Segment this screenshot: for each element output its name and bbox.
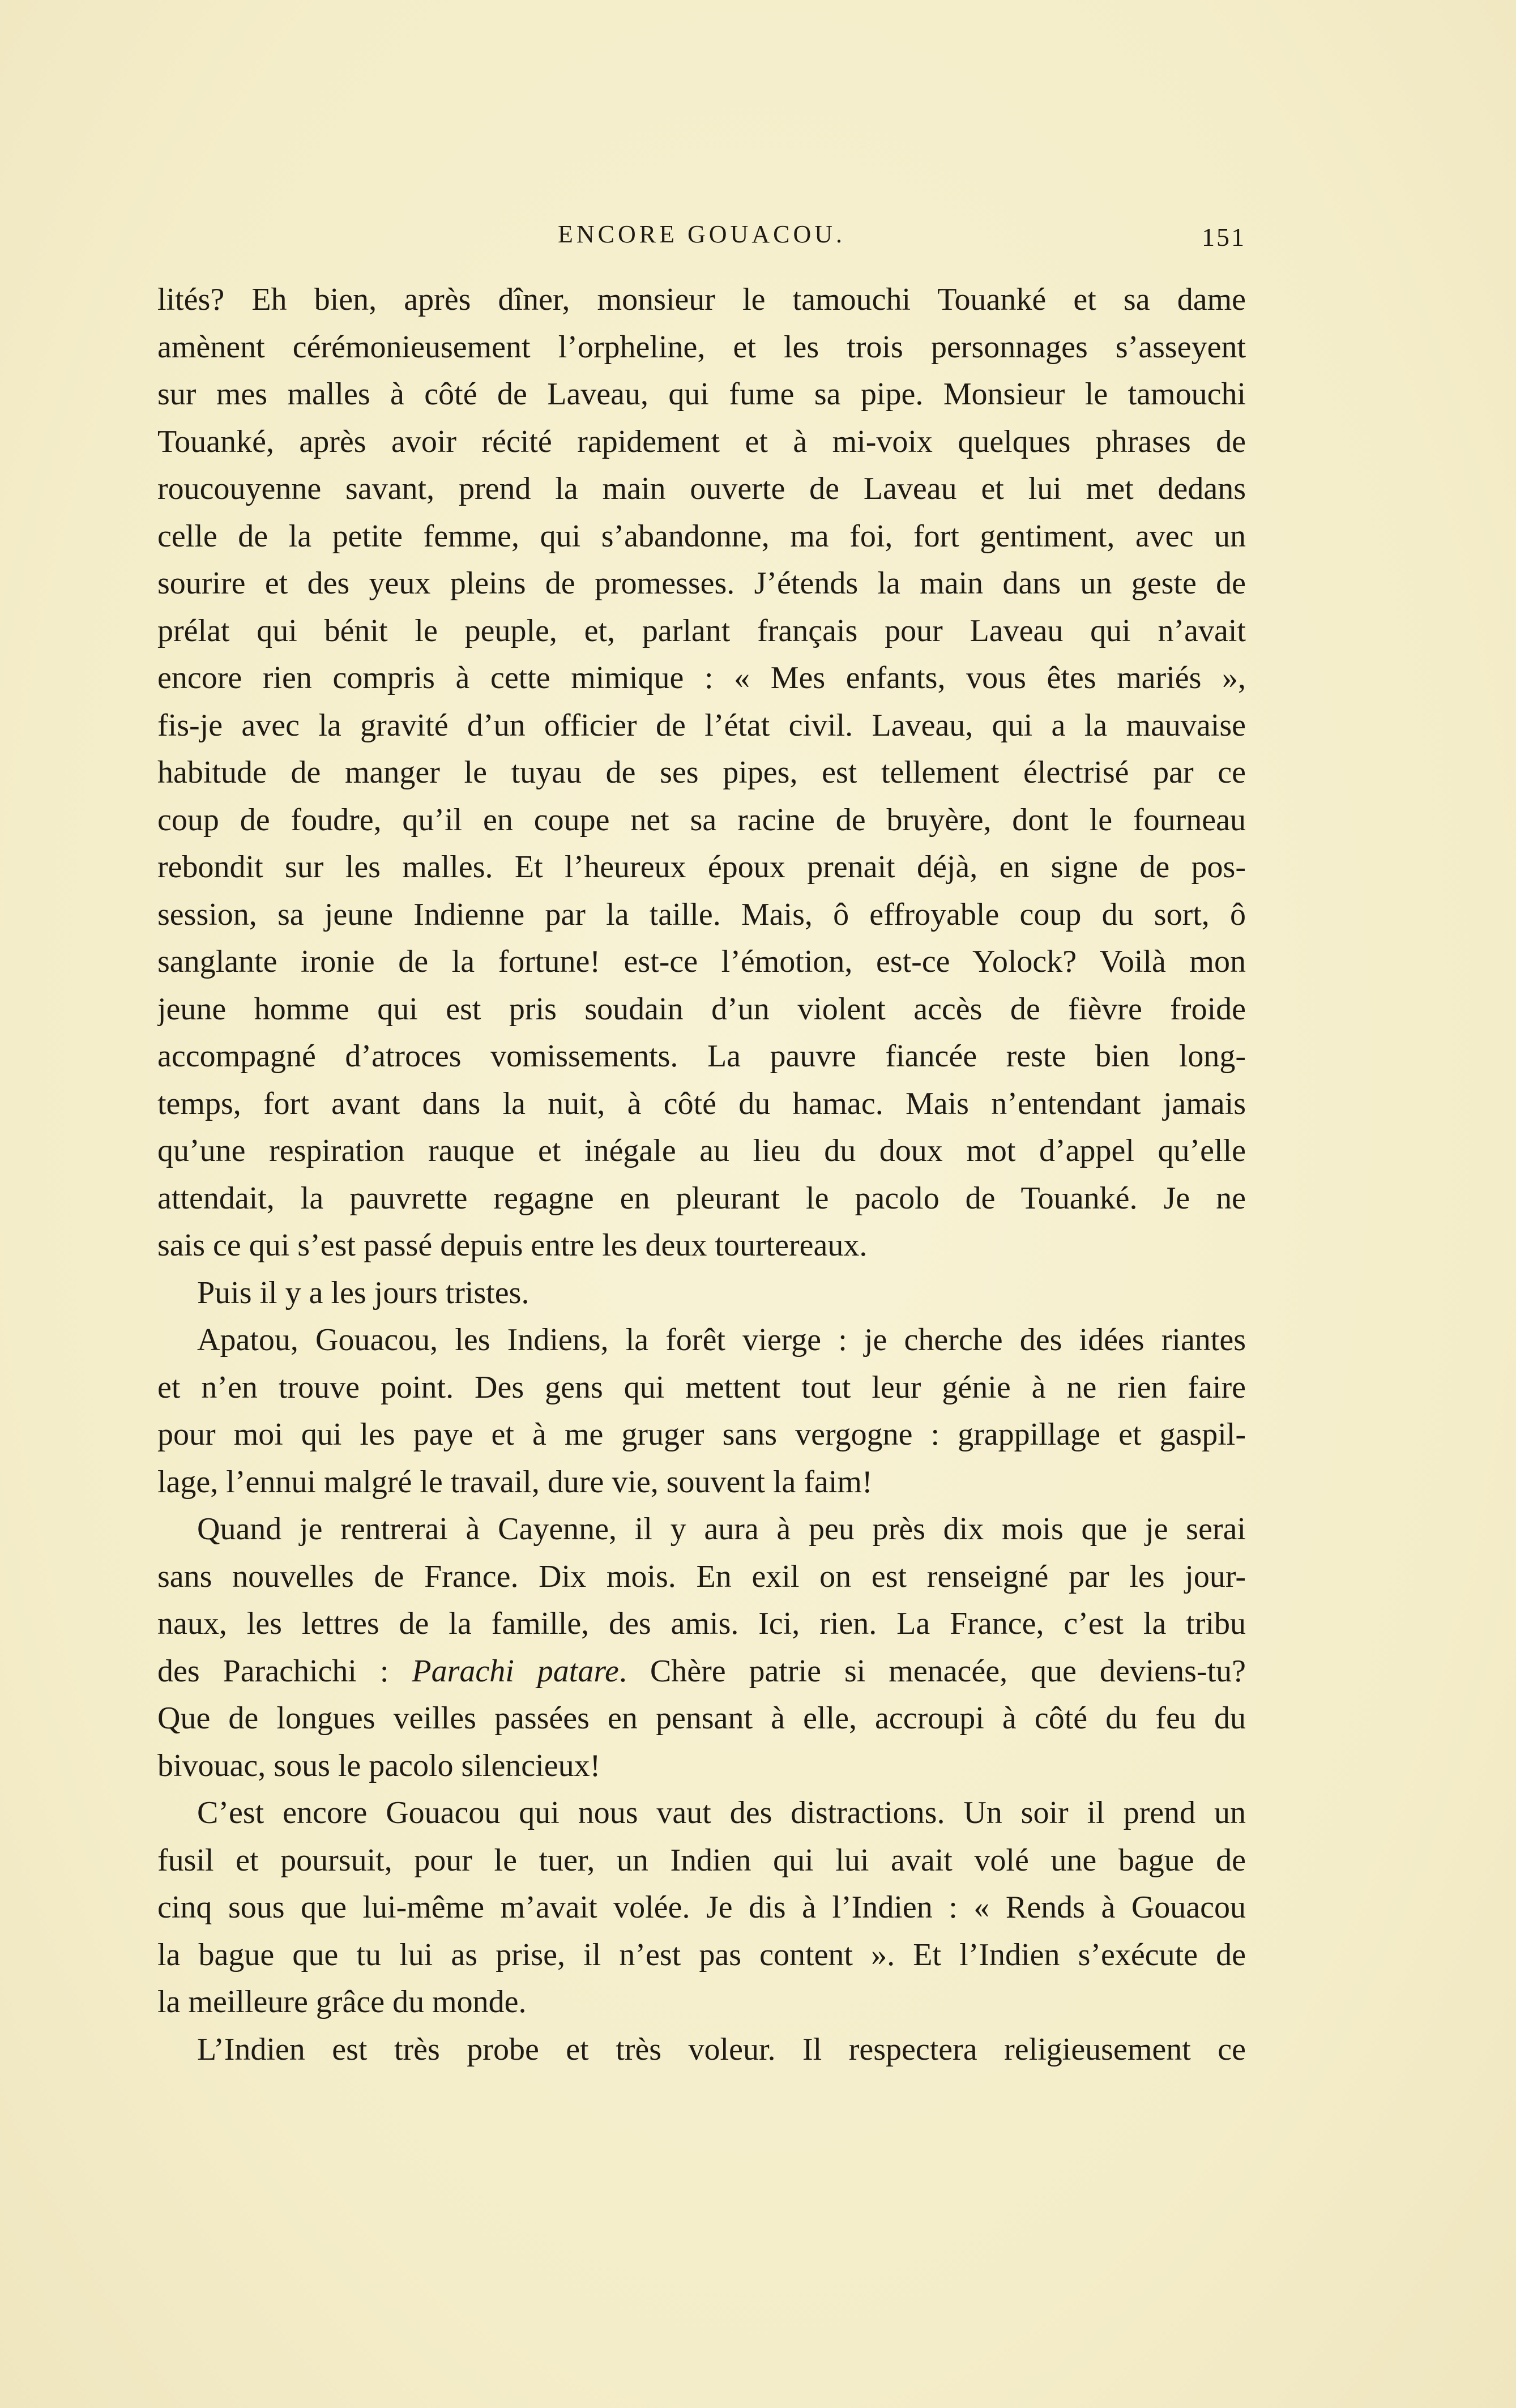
text-line: fis-je avec la gravité d’un officier de l’état civil. Laveau, qui a la mauvaise	[157, 707, 1246, 743]
text-line: la meilleure grâce du monde.	[157, 1984, 527, 2020]
text-line: sourire et des yeux pleins de promesses. J’étends la main dans un geste de	[157, 566, 1246, 601]
text-line: sanglante ironie de la fortune! est-ce l’émotion, est-ce Yolock? Voilà mon	[157, 944, 1246, 979]
text-line: qu’une respiration rauque et inégale au lieu du doux mot d’appel qu’elle	[157, 1133, 1246, 1168]
text-line: Apatou, Gouacou, les Indiens, la forêt vierge : je cherche des idées riantes	[197, 1322, 1246, 1357]
text-line: celle de la petite femme, qui s’abandonne, ma foi, fort gentiment, avec un	[157, 518, 1246, 554]
text-line: habitude de manger le tuyau de ses pipes, est tellement électrisé par ce	[157, 755, 1246, 790]
page-header	[157, 220, 1246, 254]
text-line: et n’en trouve point. Des gens qui mettent tout leur génie à ne rien faire	[157, 1369, 1246, 1405]
text-line: des Parachichi : Parachi patare. Chère patrie si menacée, que deviens-tu?	[157, 1653, 1246, 1689]
running-head: ENCORE GOUACOU.	[558, 220, 845, 248]
text-line: accompagné d’atroces vomissements. La pauvre fiancée reste bien long-	[157, 1039, 1246, 1074]
text-line: sans nouvelles de France. Dix mois. En exil on est renseigné par les jour-	[157, 1559, 1246, 1594]
text-line: attendait, la pauvrette regagne en pleurant le pacolo de Touanké. Je ne	[157, 1180, 1246, 1216]
text-line: session, sa jeune Indienne par la taille. Mais, ô effroyable coup du sort, ô	[157, 896, 1246, 932]
text-line: encore rien compris à cette mimique : « Mes enfants, vous êtes mariés »,	[157, 660, 1246, 695]
text-line: pour moi qui les paye et à me gruger sans vergogne : grappillage et gaspil-	[157, 1417, 1246, 1452]
text-line: Quand je rentrerai à Cayenne, il y aura à peu près dix mois que je serai	[197, 1512, 1246, 1547]
text-line: Puis il y a les jours tristes.	[197, 1275, 529, 1310]
body-text	[157, 276, 1246, 2073]
text-line: L’Indien est très probe et très voleur. Il respectera religieusement ce	[197, 2031, 1246, 2067]
text-line: lage, l’ennui malgré le travail, dure vie, souvent la faim!	[157, 1464, 873, 1500]
text-line: coup de foudre, qu’il en coupe net sa racine de bruyère, dont le fourneau	[157, 802, 1246, 838]
italic-phrase: Parachi patare	[412, 1653, 619, 1689]
text-line: naux, les lettres de la famille, des amis. Ici, rien. La France, c’est la tribu	[157, 1606, 1246, 1641]
text-line: Touanké, après avoir récité rapidement et à mi-voix quelques phrases de	[157, 424, 1246, 459]
text-line: fusil et poursuit, pour le tuer, un Indien qui lui avait volé une bague de	[157, 1842, 1246, 1878]
text-line: sur mes malles à côté de Laveau, qui fume sa pipe. Monsieur le tamouchi	[157, 377, 1246, 412]
text-line: prélat qui bénit le peuple, et, parlant français pour Laveau qui n’avait	[157, 613, 1246, 648]
text-line: lités? Eh bien, après dîner, monsieur le tamouchi Touanké et sa dame	[157, 282, 1246, 317]
text-line: cinq sous que lui-même m’avait volée. Je dis à l’Indien : « Rends à Gouacou	[157, 1890, 1246, 1925]
text-line: sais ce qui s’est passé depuis entre les deux tourtereaux.	[157, 1228, 868, 1263]
text-line: la bague que tu lui as prise, il n’est pas content ». Et l’Indien s’exécute de	[157, 1937, 1246, 1972]
page-number: 151	[1202, 223, 1246, 251]
text-line: jeune homme qui est pris soudain d’un violent accès de fièvre froide	[157, 991, 1246, 1027]
text-line: bivouac, sous le pacolo silencieux!	[157, 1748, 601, 1783]
text-line: rebondit sur les malles. Et l’heureux époux prenait déjà, en signe de pos-	[157, 849, 1246, 885]
text-line: Que de longues veilles passées en pensant à elle, accroupi à côté du feu du	[157, 1701, 1246, 1736]
text-line: temps, fort avant dans la nuit, à côté du hamac. Mais n’entendant jamais	[157, 1086, 1246, 1121]
text-line: roucouyenne savant, prend la main ouverte de Laveau et lui met dedans	[157, 471, 1246, 506]
text-line: C’est encore Gouacou qui nous vaut des distractions. Un soir il prend un	[197, 1795, 1246, 1830]
text-line: amènent cérémonieusement l’orpheline, et les trois personnages s’asseyent	[157, 329, 1246, 365]
